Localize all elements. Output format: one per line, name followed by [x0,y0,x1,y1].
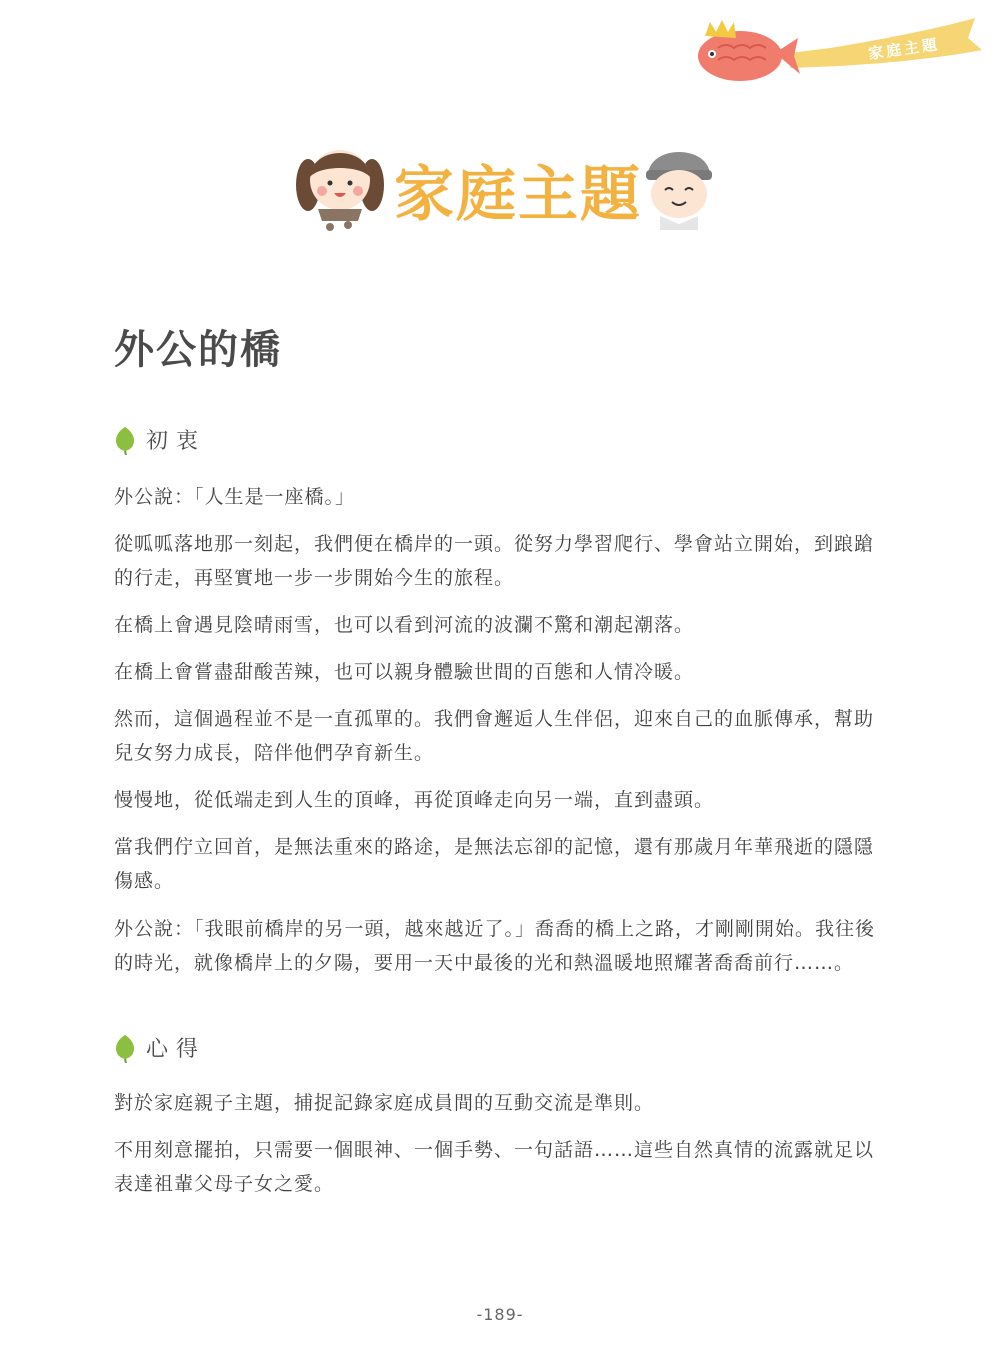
paragraph: 在橋上會遇見陰晴雨雪，也可以看到河流的波瀾不驚和潮起潮落。 [114,614,695,636]
paragraph: 對於家庭親子主題，捕捉記錄家庭成員間的互動交流是準則。 [114,1092,655,1114]
corner-banner [690,8,990,98]
paragraph: 外公說：「我眼前橋岸的另一頭，越來越近了。」喬喬的橋上之路，才剛剛開始。我往後的時光，就像橋岸上的夕陽，要用一天中最後的光和熱溫暖地照耀著喬喬前行……。 [114,918,876,974]
leaf-icon [114,1033,136,1063]
paragraph: 在橋上會嘗盡甜酸苦辣，也可以親身體驗世間的百態和人情冷暖。 [114,661,695,683]
corner-banner-label: 家庭主題 [867,35,941,63]
theme-header [290,135,720,235]
section-heading-label: 心得 [146,1037,207,1062]
girl-avatar-icon [290,135,390,235]
fish-banner-icon [690,8,990,98]
grandpa-avatar-icon [640,140,718,232]
paragraph: 外公說：「人生是一座橋。」 [114,486,356,508]
paragraph: 不用刻意擺拍，只需要一個眼神、一個手勢、一句話語……這些自然真情的流露就足以表達祖輩父母子女之愛。 [114,1139,875,1195]
theme-title: 家庭主題 [394,160,642,230]
paragraph: 慢慢地，從低端走到人生的頂峰，再從頂峰走向另一端，直到盡頭。 [114,789,715,811]
paragraph: 當我們佇立回首，是無法重來的路途，是無法忘卻的記憶，還有那歲月年華飛逝的隱隱傷感。 [114,836,875,892]
paragraph: 然而，這個過程並不是一直孤單的。我們會邂逅人生伴侶，迎來自己的血脈傳承，幫助兒女努力成長，陪伴他們孕育新生。 [114,708,875,764]
section-heading-reflection [114,1032,206,1063]
section-heading-original-intent [114,424,206,455]
article-title: 外公的橋 [114,327,282,373]
page-number: -189- [476,1305,524,1324]
leaf-icon [114,425,136,455]
section-heading-label: 初衷 [146,429,207,454]
paragraph: 從呱呱落地那一刻起，我們便在橋岸的一頭。從努力學習爬行、學會站立開始，到踉蹌的行走，再堅實地一步一步開始今生的旅程。 [114,533,875,589]
